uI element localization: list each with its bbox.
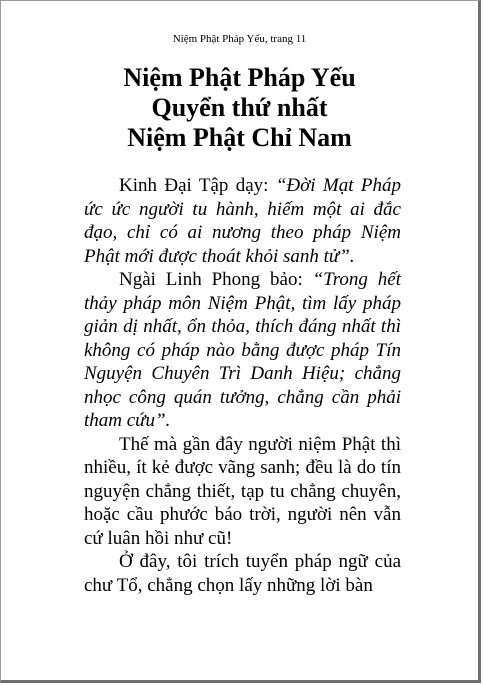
title-line-1: Niệm Phật Pháp Yếu bbox=[123, 63, 356, 92]
paragraph-1 bbox=[84, 174, 401, 268]
running-header: Niệm Phật Pháp Yếu, trang 11 bbox=[172, 33, 307, 45]
paragraph-1-lead: Kinh Đại Tập dạy: bbox=[119, 175, 276, 196]
paragraph-2 bbox=[84, 268, 401, 433]
title-line-3: Niệm Phật Chỉ Nam bbox=[127, 123, 352, 152]
paragraph-2-lead: Ngài Linh Phong bảo: bbox=[119, 269, 313, 290]
paragraph-4: Ở đây, tôi trích tuyển pháp ngữ của chư Tổ, chẳng chọn lấy những lời bàn bbox=[84, 551, 401, 596]
title-line-2: Quyển thứ nhất bbox=[151, 93, 328, 122]
paragraph-3: Thế mà gần đây người niệm Phật thì nhiều, ít kẻ được vãng sanh; đều là do tín nguyện chẳng thiết, tạp tu chẳng chuyên, hoặc cầu phước báo trời, người nên vẫn cứ luân hồi như cũ! bbox=[84, 433, 401, 549]
paragraph-2-quote: “Trong hết thảy pháp môn Niệm Phật, tìm lấy pháp giản dị nhất, ổn thỏa, thích đáng nhất thì không có pháp nào bằng được pháp Tín Nguyện Chuyên Trì Danh Hiệu; chẳng nhọc công quán tưởng, chẳng cần phải tham cứu”. bbox=[84, 269, 401, 431]
page-title bbox=[1, 63, 478, 153]
paragraph-1-quote: “Đời Mạt Pháp ức ức người tu hành, hiếm một ai đắc đạo, chỉ có ai nương theo pháp Niệm Phật mới được thoát khỏi sanh tử”. bbox=[84, 175, 402, 267]
body-text bbox=[84, 174, 401, 597]
